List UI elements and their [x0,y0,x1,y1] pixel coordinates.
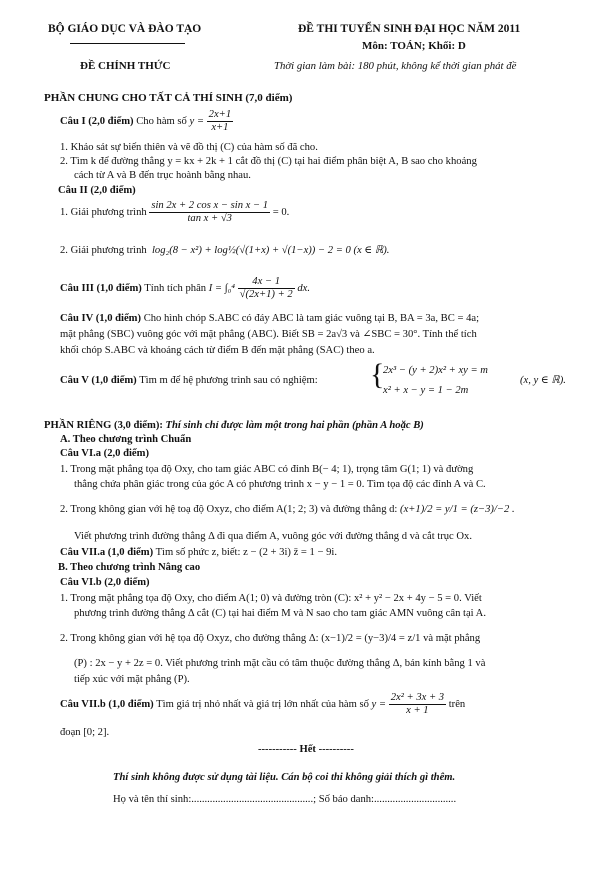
q1-item-2a: 2. Tìm k để đường thẳng y = kx + 2k + 1 cắt đồ thị (C) tại hai điểm phân biệt A, B sao cho khoảng [60,156,477,167]
q3-label: Câu III (1,0 điểm) [60,283,142,295]
q7b-tail: trên [448,699,466,711]
q1-fraction [207,109,233,134]
q7b-line [60,692,465,717]
q7a-line [60,546,337,559]
q7b-denominator: x + 1 [406,705,429,717]
q6a-item-2b: Viết phương trình đường thẳng Δ đi qua điểm A, vuông góc với đường thẳng d và cắt trục Ox. [74,531,472,542]
q7b-y: y = [371,699,387,711]
q5-line [60,374,318,387]
footer-note: Thí sinh không được sử dụng tài liệu. Cán bộ coi thi không giải thích gì thêm. [113,772,456,783]
q2-numerator: sin 2x + 2 cos x − sin x − 1 [149,200,270,213]
q2-item-1 [60,200,289,225]
q5-eq-2: x² + x − y = 1 − 2m [383,385,469,396]
optional-heading-title: PHẦN RIÊNG (3,0 điểm): [44,420,163,431]
q3-dx: dx. [297,283,311,295]
q1-numerator: 2x+1 [207,109,233,122]
ministry-name: BỘ GIÁO DỤC VÀ ĐÀO TẠO [48,23,202,35]
q6a-item-2-text: 2. Trong không gian với hệ toạ độ Oxyz, cho điểm A(1; 2; 3) và đường thẳng d: [60,504,398,515]
q5-condition: (x, y ∈ ℝ). [520,375,566,386]
q7b-label: Câu VII.b (1,0 điểm) [60,699,154,711]
q4-text-1: Cho hình chóp S.ABC có đáy ABC là tam giác vuông tại B, BA = 3a, BC = 4a; [143,313,480,324]
q1-label: Câu I (2,0 điểm) [60,116,134,128]
q6b-item-2c: tiếp xúc với mặt phẳng (P). [74,674,190,685]
optional-heading [44,419,424,432]
q2-item-2-text: 2. Giải phương trình [60,245,147,256]
q5-eq-1: 2x³ − (y + 2)x² + xy = m [383,365,488,376]
q3-numerator: 4x − 1 [238,276,295,289]
part-a-title: A. Theo chương trình Chuẩn [60,434,192,445]
q6a-item-2-eq: (x+1)/2 = y/1 = (z−3)/−2 . [400,504,515,515]
q2-item-2-eq: log₂(8 − x²) + log½(√(1+x) + √(1−x)) − 2 = 0 (x ∈ ℝ). [151,245,390,256]
q6b-item-1b: phương trình đường thẳng Δ cắt (C) tại hai điểm M và N sao cho tam giác AMN vuông cân tại A. [74,608,486,619]
common-section-heading: PHẦN CHUNG CHO TẤT CẢ THÍ SINH (7,0 điểm) [44,92,293,104]
q6b-item-2a: 2. Trong không gian với hệ tọa độ Oxyz, cho đường thẳng Δ: (x−1)/2 = (y−3)/4 = z/1 và mặt phẳng [60,633,481,644]
q3-fraction [238,276,295,301]
q2-label: Câu II (2,0 điểm) [58,185,136,196]
q7b-domain: đoạn [0; 2]. [60,727,110,738]
q3-denominator: √(2x+1) + 2 [239,289,293,301]
q2-item-1-text: 1. Giải phương trình [60,207,147,219]
q1-y: y = [189,116,205,128]
q6b-item-2b: (P) : 2x − y + 2z = 0. Viết phương trình mặt cầu có tâm thuộc đường thẳng Δ, bán kính bằng 1 và [74,658,486,669]
q6a-item-1b: thẳng chứa phân giác trong của góc A có phương trình x − y − 1 = 0. Tìm tọa độ các đỉnh A và C. [74,479,486,490]
candidate-info-line: Họ và tên thí sinh:..............................................; Số báo danh:............................... [113,794,457,805]
q6a-item-2a [60,503,515,516]
official-label: ĐỀ CHÍNH THỨC [80,60,171,72]
q1-item-2b: cách từ A và B đến trục hoành bằng nhau. [74,170,251,181]
ministry-underline [70,43,185,44]
q6a-label: Câu VI.a (2,0 điểm) [60,448,149,459]
q2-item-2 [60,244,389,257]
q5-label: Câu V (1,0 điểm) [60,375,137,386]
exam-time: Thời gian làm bài: 180 phút, không kể thời gian phát đề [274,60,517,72]
q6b-item-1a: 1. Trong mặt phẳng tọa độ Oxy, cho điểm A(1; 0) và đường tròn (C): x² + y² − 2x + 4y − 5 = 0. Viết [60,593,482,604]
optional-heading-note: Thí sinh chỉ được làm một trong hai phần (phần A hoặc B) [165,420,424,431]
end-marker: ----------- Hết ---------- [258,744,354,755]
q1-line [60,109,233,134]
q7a-text: Tìm số phức z, biết: z − (2 + 3i) z̄ = 1 − 9i. [155,547,338,558]
q7b-fraction [389,692,446,717]
exam-title: ĐỀ THI TUYỂN SINH ĐẠI HỌC NĂM 2011 [298,23,521,35]
q1-text: Cho hàm số [136,116,187,128]
part-b-title: B. Theo chương trình Nâng cao [58,562,201,573]
q3-line [60,276,310,301]
q2-denominator: tan x + √3 [187,213,232,225]
q6a-item-1a: 1. Trong mặt phẳng tọa độ Oxy, cho tam giác ABC có đỉnh B(− 4; 1), trọng tâm G(1; 1) và đường [60,464,474,475]
q7b-numerator: 2x² + 3x + 3 [389,692,446,705]
q7a-label: Câu VII.a (1,0 điểm) [60,547,154,558]
q5-text: Tìm m để hệ phương trình sau có nghiệm: [139,375,318,386]
q1-item-1: 1. Khảo sát sự biến thiên và vẽ đồ thị (C) của hàm số đã cho. [60,142,318,153]
q4-label: Câu IV (1,0 điểm) [60,313,142,324]
q5-system-brace: { [370,358,385,391]
q1-denominator: x+1 [211,122,229,134]
q7b-text: Tìm giá trị nhỏ nhất và giá trị lớn nhất của hàm số [156,699,369,711]
q4-line-1 [60,312,479,325]
q2-item-1-eq: = 0. [272,207,290,219]
q6b-label: Câu VI.b (2,0 điểm) [60,577,150,588]
q3-text: Tính tích phân [144,283,207,295]
q4-line-3: khối chóp S.ABC và khoảng cách từ điểm B đến mặt phẳng (SAC) theo a. [60,345,375,356]
exam-subject: Môn: TOÁN; Khối: D [362,40,466,52]
q4-line-2: mặt phẳng (SBC) vuông góc với mặt phẳng (ABC). Biết SB = 2a√3 và ∠SBC = 30°. Tính thể tích [60,329,477,340]
q3-integral: I = ∫₀⁴ [208,283,235,295]
q2-fraction [149,200,270,225]
